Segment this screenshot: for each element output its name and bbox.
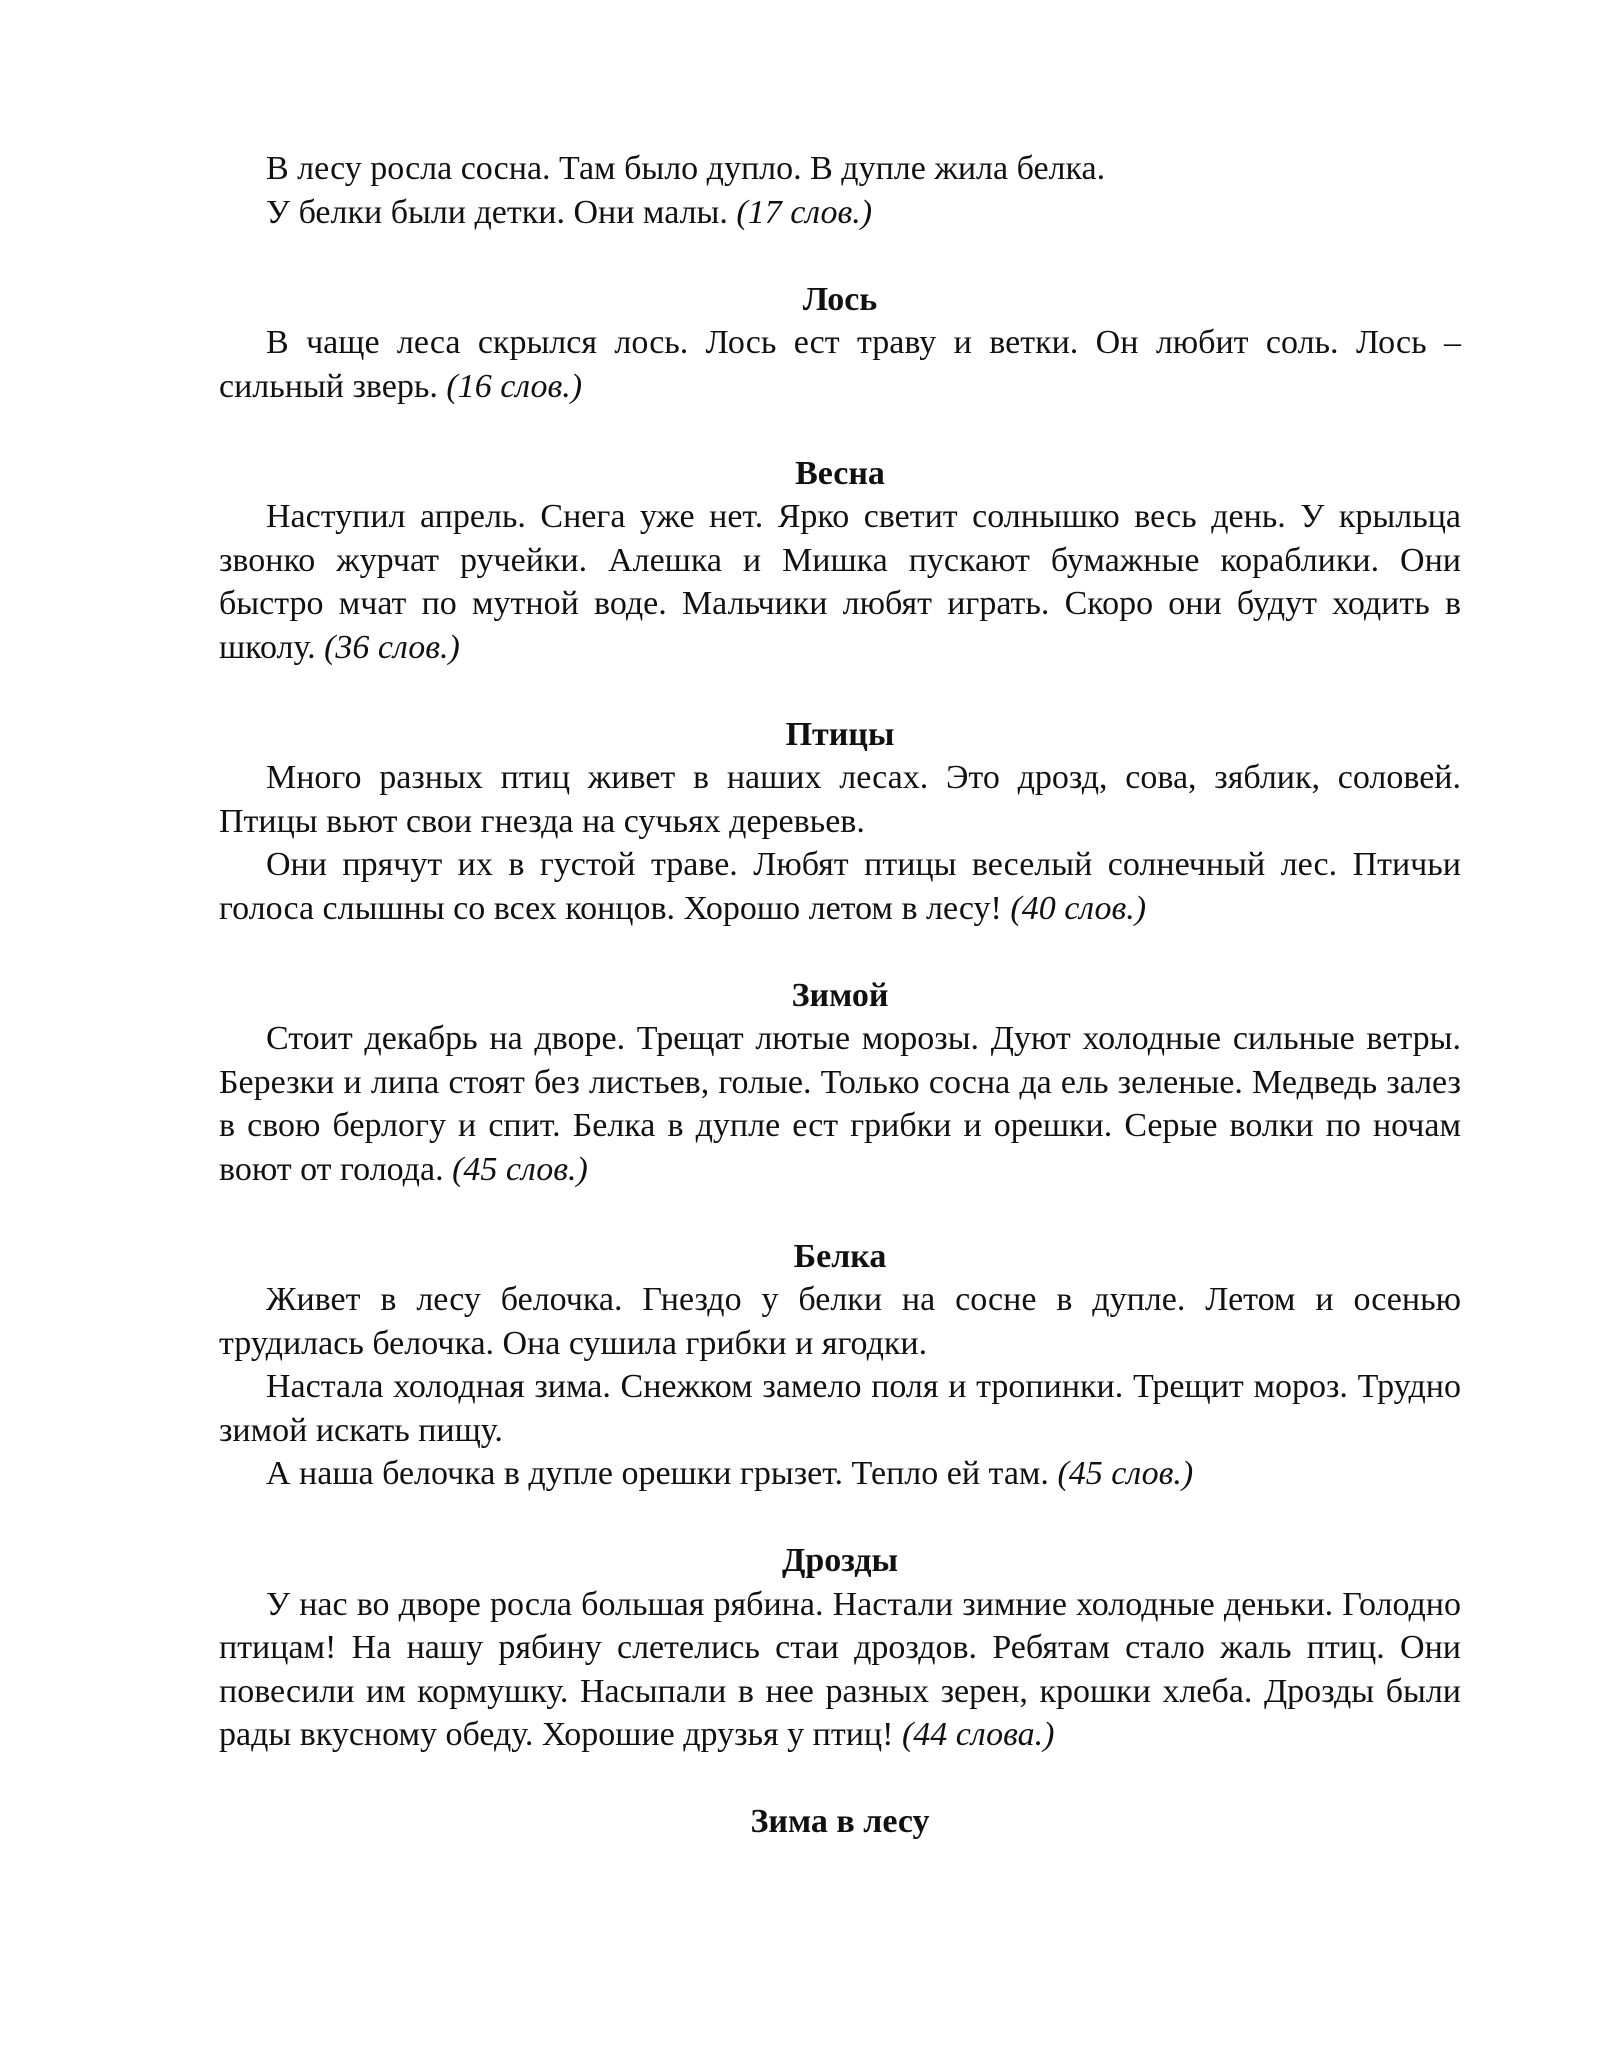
paragraph-text: Стоит декабрь на дворе. Трещат лютые морозы. Дуют холодные сильные ветры. Березки и липа стоят без листьев, голые. Только сосна да ель зеленые. Медведь залез в свою берлогу и спит. Белка в дупле ест грибки и орешки. Серые волки по ночам воют от голода. (219, 1020, 1461, 1188)
story-title: Зима в лесу (750, 1803, 930, 1840)
paragraph (219, 147, 1461, 191)
paragraph (219, 1583, 1461, 1757)
paragraph-text: Они прячут их в густой траве. Любят птицы веселый солнечный лес. Птичьи голоса слышны со всех концов. Хорошо летом в лесу! (219, 846, 1461, 927)
paragraph-text: Настала холодная зима. Снежком замело поля и тропинки. Трещит мороз. Трудно зимой искать пищу. (219, 1368, 1461, 1449)
paragraph (219, 1452, 1461, 1496)
word-count: (16 слов.) (446, 367, 583, 405)
story-title: Дрозды (781, 1542, 899, 1579)
story-zimoy (219, 974, 1461, 1192)
paragraph-text: А наша белочка в дупле орешки грызет. Тепло ей там. (266, 1455, 1049, 1492)
story-title: Лось (802, 280, 878, 318)
story-vesna (219, 452, 1461, 670)
paragraph (219, 1017, 1461, 1191)
word-count: (40 слов.) (1010, 889, 1147, 927)
word-count: (45 слов.) (452, 1150, 588, 1188)
story-drozdy (219, 1539, 1461, 1757)
story-belka (219, 1235, 1461, 1496)
word-count: (17 слов.) (736, 193, 873, 231)
story-ptitsy (219, 713, 1461, 931)
word-count: (44 слова.) (901, 1716, 1055, 1753)
paragraph-text: В лесу росла сосна. Там было дупло. В дупле жила белка. (266, 150, 1106, 187)
paragraph-text: В чаще леса скрылся лось. Лось ест траву и ветки. Он любит соль. Лось – сильный зверь. (219, 324, 1461, 405)
paragraph-text: У нас во дворе росла большая рябина. Настали зимние холодные деньки. Голодно птицам! На нашу рябину слетелись стаи дроздов. Ребятам стало жаль птиц. Они повесили им кормушку. Насыпали в нее разных зерен, крошки хлеба. Дрозды были рады вкусному обеду. Хорошие друзья у птиц! (219, 1585, 1461, 1753)
story-title: Весна (795, 454, 885, 492)
word-count: (45 слов.) (1057, 1455, 1194, 1492)
paragraph (219, 843, 1461, 930)
paragraph-text: Много разных птиц живет в наших лесах. Это дрозд, сова, зяблик, соловей. Птицы вьют свои гнезда на сучьях деревьев. (219, 759, 1461, 840)
paragraph (219, 756, 1461, 843)
intro-section (219, 147, 1461, 234)
paragraph (219, 191, 1461, 235)
paragraph (219, 1365, 1461, 1452)
story-los (219, 278, 1461, 409)
story-zima-v-lesu (219, 1800, 1461, 1844)
story-title: Зимой (791, 976, 889, 1014)
document-page (219, 147, 1461, 1844)
story-title: Птицы (785, 715, 895, 753)
paragraph (219, 321, 1461, 408)
paragraph-text: У белки были детки. Они малы. (266, 193, 728, 231)
paragraph-text: Живет в лесу белочка. Гнездо у белки на сосне в дупле. Летом и осенью трудилась белочка. Она сушила грибки и ягодки. (219, 1281, 1461, 1362)
story-title: Белка (793, 1237, 887, 1275)
word-count: (36 слов.) (324, 628, 460, 666)
paragraph (219, 495, 1461, 669)
paragraph (219, 1278, 1461, 1365)
paragraph-text: Наступил апрель. Снега уже нет. Ярко светит солнышко весь день. У крыльца звонко журчат ручейки. Алешка и Мишка пускают бумажные кораблики. Они быстро мчат по мутной воде. Мальчики любят играть. Скоро они будут ходить в школу. (219, 498, 1461, 666)
